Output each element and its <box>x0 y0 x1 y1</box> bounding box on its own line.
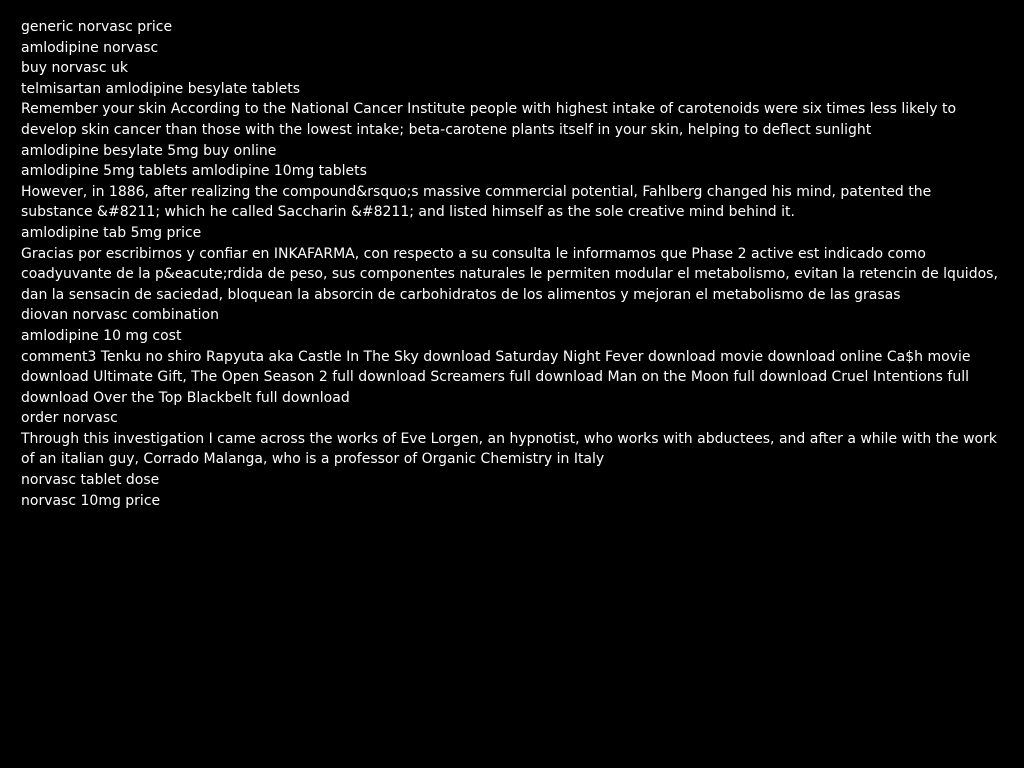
text-line: amlodipine besylate 5mg buy online <box>21 142 277 159</box>
text-line: telmisartan amlodipine besylate tablets <box>21 80 301 97</box>
text-line: order norvasc <box>21 410 118 427</box>
text-line: buy norvasc uk <box>21 60 128 77</box>
text-paragraph: Remember your skin According to the National Cancer Institute people with highest intake of carotenoids were six times less likely to develop skin cancer than those with the lowest intake; beta-carotene plants itself in your skin, helping to deflect sunlight <box>21 101 957 138</box>
text-paragraph: comment3 Tenku no shiro Rapyuta aka Castle In The Sky download Saturday Night Fever download movie download online Ca$h movie download Ultimate Gift, The Open Season 2 full download Screamers full download Man on the Moon full download Cruel Intentions full download Over the Top Blackbelt full download <box>21 348 971 406</box>
text-paragraph: However, in 1886, after realizing the compound&rsquo;s massive commercial potential, Fahlberg changed his mind, patented the substance &#8211; which he called Saccharin &#8211; and listed himself as the sole creative mind behind it. <box>21 183 932 221</box>
text-paragraph: Gracias por escribirnos y confiar en INKAFARMA, con respecto a su consulta le informamos que Phase 2 active est indicado como coadyuvante de la p&eacute;rdida de peso, sus componentes naturales le permiten modular el metabolismo, evitan la retencin de lquidos, dan la sensacin de saciedad, bloquean la absorcin de carbohidratos de los alimentos y mejoran el metabolismo de las grasas <box>21 245 998 303</box>
text-line: amlodipine 10 mg cost <box>21 327 182 344</box>
text-content <box>21 17 1006 511</box>
text-line: amlodipine tab 5mg price <box>21 224 202 241</box>
text-line: norvasc tablet dose <box>21 472 160 489</box>
text-line: generic norvasc price <box>21 19 173 35</box>
text-line: diovan norvasc combination <box>21 307 219 324</box>
text-line: norvasc 10mg price <box>21 492 161 509</box>
text-line: amlodipine norvasc <box>21 39 159 56</box>
text-line: amlodipine 5mg tablets amlodipine 10mg tablets <box>21 163 367 180</box>
text-paragraph: Through this investigation I came across the works of Eve Lorgen, an hypnotist, who works with abductees, and after a while with the work of an italian guy, Corrado Malanga, who is a professor of Organic Chemistry in Italy <box>21 430 997 468</box>
